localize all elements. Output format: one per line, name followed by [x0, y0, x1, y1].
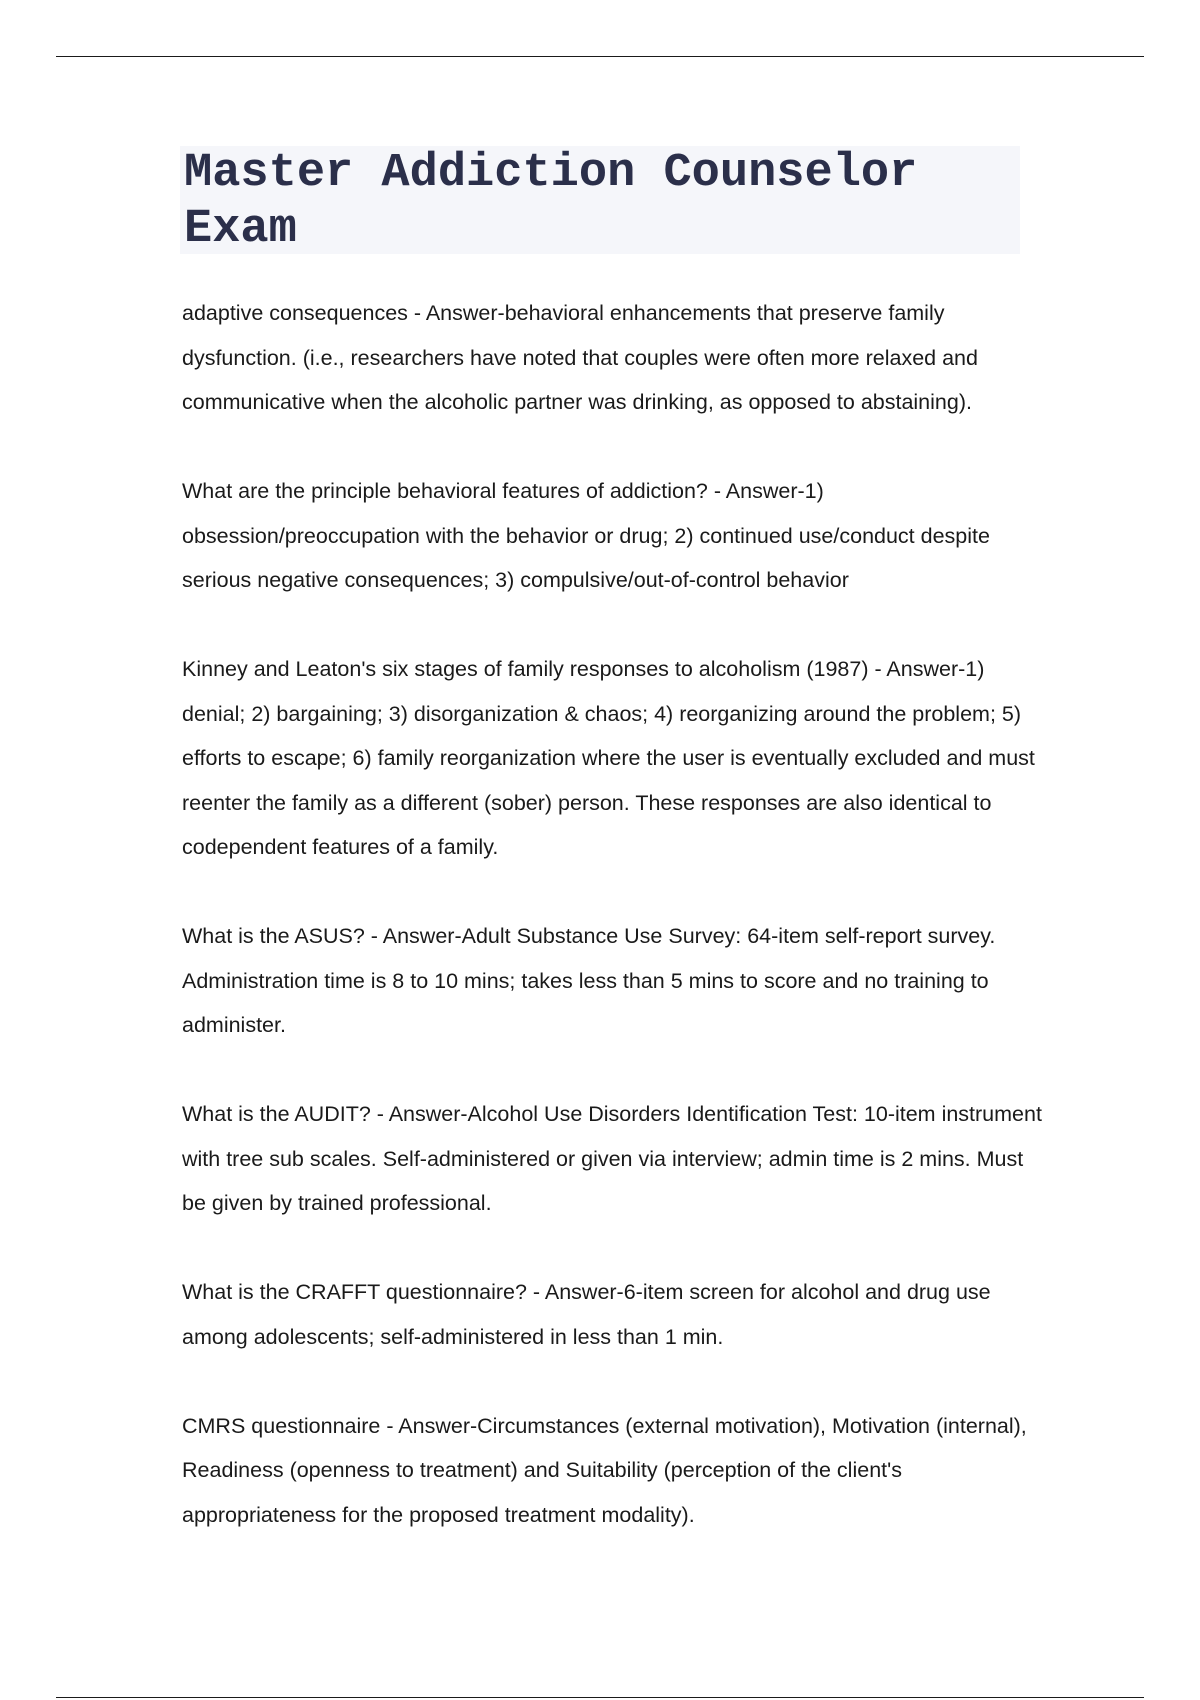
qa-entry: What is the CRAFFT questionnaire? - Answer-6-item screen for alcohol and drug use among adolescents; self-administered in less than 1 min. — [182, 1280, 991, 1349]
qa-entry: CMRS questionnaire - Answer-Circumstances (external motivation), Motivation (internal), Readiness (openness to treatment) and Suitability (perception of the client's appropriateness for the proposed treatment modality). — [182, 1413, 1027, 1527]
qa-entry: What is the ASUS? - Answer-Adult Substance Use Survey: 64-item self-report survey. Administration time is 8 to 10 mins; takes less than 5 mins to score and no training to administer. — [182, 924, 996, 1037]
document-body — [182, 291, 1042, 1582]
footer-rule — [56, 1697, 1144, 1698]
qa-entry: What is the AUDIT? - Answer-Alcohol Use Disorders Identification Test: 10-item instrument with tree sub scales. Self-administered or given via interview; admin time is 2 mins. Must be given by trained professional. — [182, 1102, 1042, 1215]
qa-entry: adaptive consequences - Answer-behavioral enhancements that preserve family dysfunction. (i.e., researchers have noted that couples were often more relaxed and communicative when the alcoholic partner was drinking, as opposed to abstaining). — [182, 301, 978, 414]
header-rule — [56, 56, 1144, 57]
qa-entry: Kinney and Leaton's six stages of family responses to alcoholism (1987) - Answer-1) denial; 2) bargaining; 3) disorganization & chaos; 4) reorganizing around the problem; 5) efforts to escape; 6) family reorganization where the user is eventually excluded and must reenter the family as a different (sober) person. These responses are also identical to codependent features of a family. — [182, 657, 1035, 859]
title-banner — [180, 146, 1020, 254]
qa-entry: What are the principle behavioral features of addiction? - Answer-1) obsession/preoccupation with the behavior or drug; 2) continued use/conduct despite serious negative consequences; 3) compulsive/out-of-control behavior — [182, 479, 990, 592]
document-title: Master Addiction Counselor Exam — [184, 147, 918, 256]
